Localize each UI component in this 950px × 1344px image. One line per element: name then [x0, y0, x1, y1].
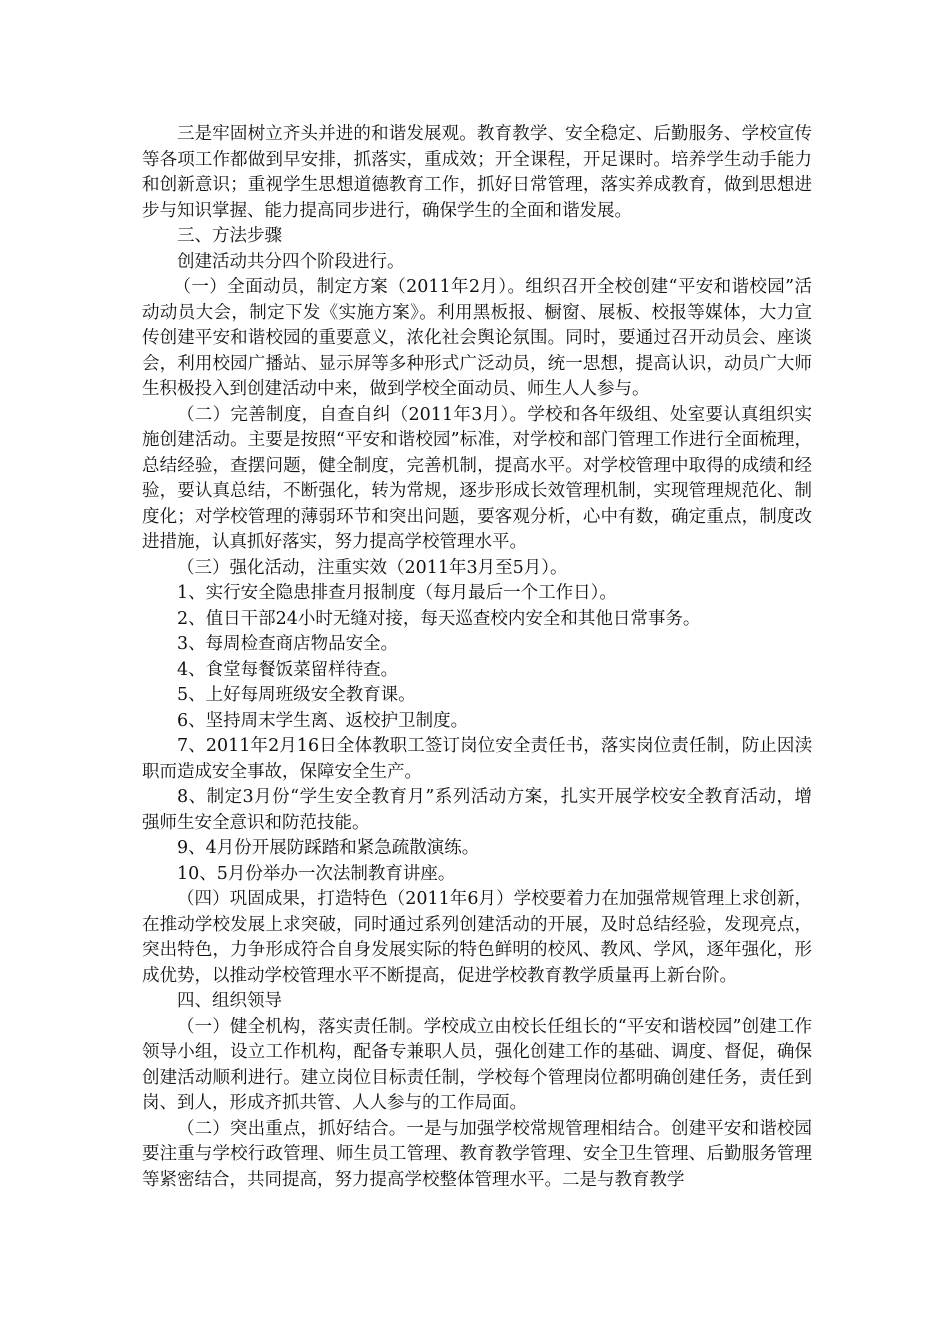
paragraph-stage-four: （四）巩固成果，打造特色（2011年6月）学校要着力在加强常规管理上求创新，在推动学校发展上求突破，同时通过系列创建活动的开展，及时总结经验，发现亮点，突出特色，力争形成符合自身发展实际的特色鲜明的校风、教风、学风，逐年强化，形成优势，以推动学校管理水平不断提高，促进学校教育教学质量再上新台阶。: [142, 889, 812, 986]
list-item-7: 7、2011年2月16日全体教职工签订岗位安全责任书，落实岗位责任制，防止因渎职而造成安全事故，保障安全生产。: [142, 736, 812, 782]
heading-methods-steps: 三、方法步骤: [177, 226, 282, 246]
list-item-10: 10、5月份举办一次法制教育讲座。: [177, 863, 456, 884]
list-item-6: 6、坚持周末学生离、返校护卫制度。: [177, 710, 469, 731]
paragraph-stage-two: （二）完善制度，自查自纠（2011年3月）。学校和各年级组、处室要认真组织实施创建活动。主要是按照“平安和谐校园”标准，对学校和部门管理工作进行全面梳理，总结经验，查摆问题，健全制度，完善机制，提高水平。对学校管理中取得的成绩和经验，要认真总结，不断强化，转为常规，逐步形成长效管理机制，实现管理规范化、制度化；对学校管理的薄弱环节和突出问题，要客观分析，心中有数，确定重点，制度改进措施，认真抓好落实，努力提高学校管理水平。: [142, 404, 812, 552]
list-item-1: 1、实行安全隐患排查月报制度（每月最后一个工作日）。: [177, 583, 617, 603]
document-body: [142, 122, 812, 1193]
list-item-9: 9、4月份开展防踩踏和紧急疏散演练。: [177, 838, 480, 858]
list-item-3: 3、每周检查商店物品安全。: [177, 634, 399, 654]
list-item-8: 8、制定3月份“学生安全教育月”系列活动方案，扎实开展学校安全教育活动，增强师生安全意识和防范技能。: [142, 787, 812, 833]
paragraph-stage-one: （一）全面动员，制定方案（2011年2月）。组织召开全校创建“平安和谐校园”活动动员大会，制定下发《实施方案》。利用黑板报、橱窗、展板、校报等媒体，大力宣传创建平安和谐校园的重要意义，浓化社会舆论氛围。同时，要通过召开动员会、座谈会，利用校园广播站、显示屏等多种形式广泛动员，统一思想，提高认识，动员广大师生积极投入到创建活动中来，做到学校全面动员、师生人人参与。: [142, 277, 812, 399]
paragraph-organization-one: （一）健全机构，落实责任制。学校成立由校长任组长的“平安和谐校园”创建工作领导小组，设立工作机构，配备专兼职人员，强化创建工作的基础、调度、督促，确保创建活动顺利进行。建立岗位目标责任制，学校每个管理岗位都明确创建任务，责任到岗、到人，形成齐抓共管、人人参与的工作局面。: [142, 1016, 812, 1113]
paragraph-harmony-development: 三是牢固树立齐头并进的和谐发展观。教育教学、安全稳定、后勤服务、学校宣传等各项工作都做到早安排，抓落实，重成效；开全课程，开足课时。培养学生动手能力和创新意识；重视学生思想道德教育工作，抓好日常管理，落实养成教育，做到思想进步与知识掌握、能力提高同步进行，确保学生的全面和谐发展。: [142, 124, 812, 221]
list-item-5: 5、上好每周班级安全教育课。: [177, 685, 416, 705]
paragraph-stage-three: （三）强化活动，注重实效（2011年3月至5月）。: [177, 557, 568, 578]
paragraph-organization-two: （二）突出重点，抓好结合。一是与加强学校常规管理相结合。创建平安和谐校园要注重与学校行政管理、师生员工管理、教育教学管理、安全卫生管理、后勤服务管理等紧密结合，共同提高，努力提高学校整体管理水平。二是与教育教学: [142, 1118, 812, 1190]
paragraph-four-stages: 创建活动共分四个阶段进行。: [177, 251, 405, 272]
list-item-4: 4、食堂每餐饭菜留样待查。: [177, 659, 399, 680]
list-item-2: 2、值日干部24小时无缝对接，每天巡查校内安全和其他日常事务。: [177, 608, 701, 629]
heading-organization-leadership: 四、组织领导: [177, 991, 282, 1011]
